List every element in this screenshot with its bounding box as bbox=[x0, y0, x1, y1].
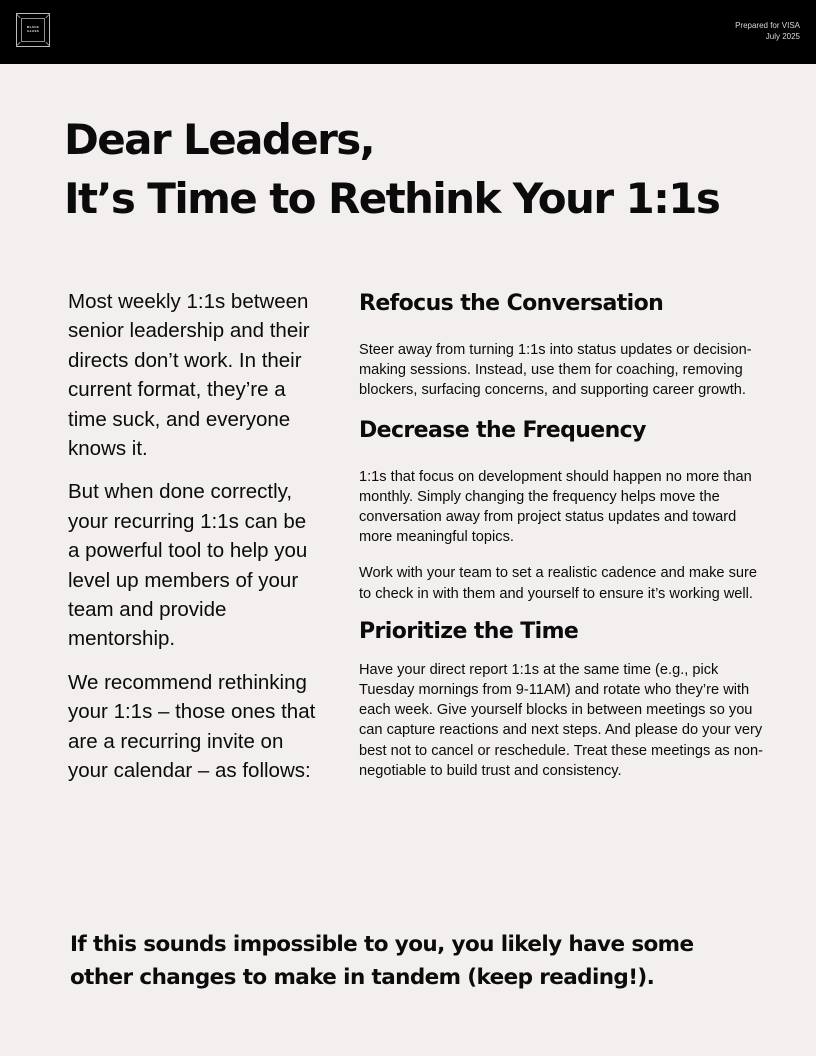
closing-note: If this sounds impossible to you, you likely have some other changes to make in tandem (keep reading!). bbox=[70, 932, 694, 990]
intro-paragraph-3: We recommend rethinking your 1:1s – those ones that are a recurring invite on your calendar – as follows: bbox=[68, 670, 316, 783]
section-heading-prioritize: Prioritize the Time bbox=[359, 618, 579, 644]
logo bbox=[16, 13, 50, 47]
prepared-for-text: Prepared for VISA bbox=[735, 21, 800, 30]
title-line-1: Dear Leaders, bbox=[64, 115, 375, 164]
logo-mark bbox=[21, 18, 45, 42]
logo-text-line2: GLASS bbox=[27, 29, 39, 33]
section-refocus-paragraph-1: Steer away from turning 1:1s into status updates or decision-making sessions. Instead, use them for coaching, removing blockers, surfacing concerns, and supporting career growth. bbox=[359, 342, 752, 399]
recommendations-column bbox=[359, 288, 769, 781]
intro-paragraph-1: Most weekly 1:1s between senior leadership and their directs don’t work. In their current format, they’re a time suck, and everyone knows it. bbox=[68, 290, 310, 461]
logo-corner-bl bbox=[16, 42, 20, 46]
title-line-2: It’s Time to Rethink Your 1:1s bbox=[64, 174, 720, 223]
section-heading-refocus: Refocus the Conversation bbox=[359, 291, 664, 316]
page-title bbox=[64, 110, 764, 228]
header-bar bbox=[0, 0, 816, 64]
intro-paragraph-2: But when done correctly, your recurring 1:1s can be a powerful tool to help you level up members of your team and provide mentorship. bbox=[68, 480, 308, 651]
prepared-for-block bbox=[735, 20, 800, 42]
section-frequency-paragraph-1: 1:1s that focus on development should happen no more than monthly. Simply changing the frequency helps move the conversation away from project status updates and toward more meaningful topics. bbox=[359, 468, 752, 546]
intro-column bbox=[68, 287, 318, 800]
section-prioritize-paragraph-1: Have your direct report 1:1s at the same time (e.g., pick Tuesday mornings from 9-11AM) and rotate who they’re with each week. Give yourself blocks in between meetings so you can capture reactions and next steps. And please do your very best not to cancel or reschedule. Treat these meetings as non-negotiable to build trust and consistency. bbox=[359, 661, 763, 779]
logo-text-line1: BLACK bbox=[26, 25, 40, 30]
logo-corner-br bbox=[45, 42, 49, 46]
section-frequency-paragraph-2: Work with your team to set a realistic cadence and make sure to check in with them and yourself to ensure it’s working well. bbox=[359, 565, 757, 602]
logo-corner-tr bbox=[45, 14, 49, 18]
logo-corner-tl bbox=[16, 14, 20, 18]
section-heading-frequency: Decrease the Frequency bbox=[359, 417, 646, 443]
prepared-date: July 2025 bbox=[765, 32, 800, 41]
